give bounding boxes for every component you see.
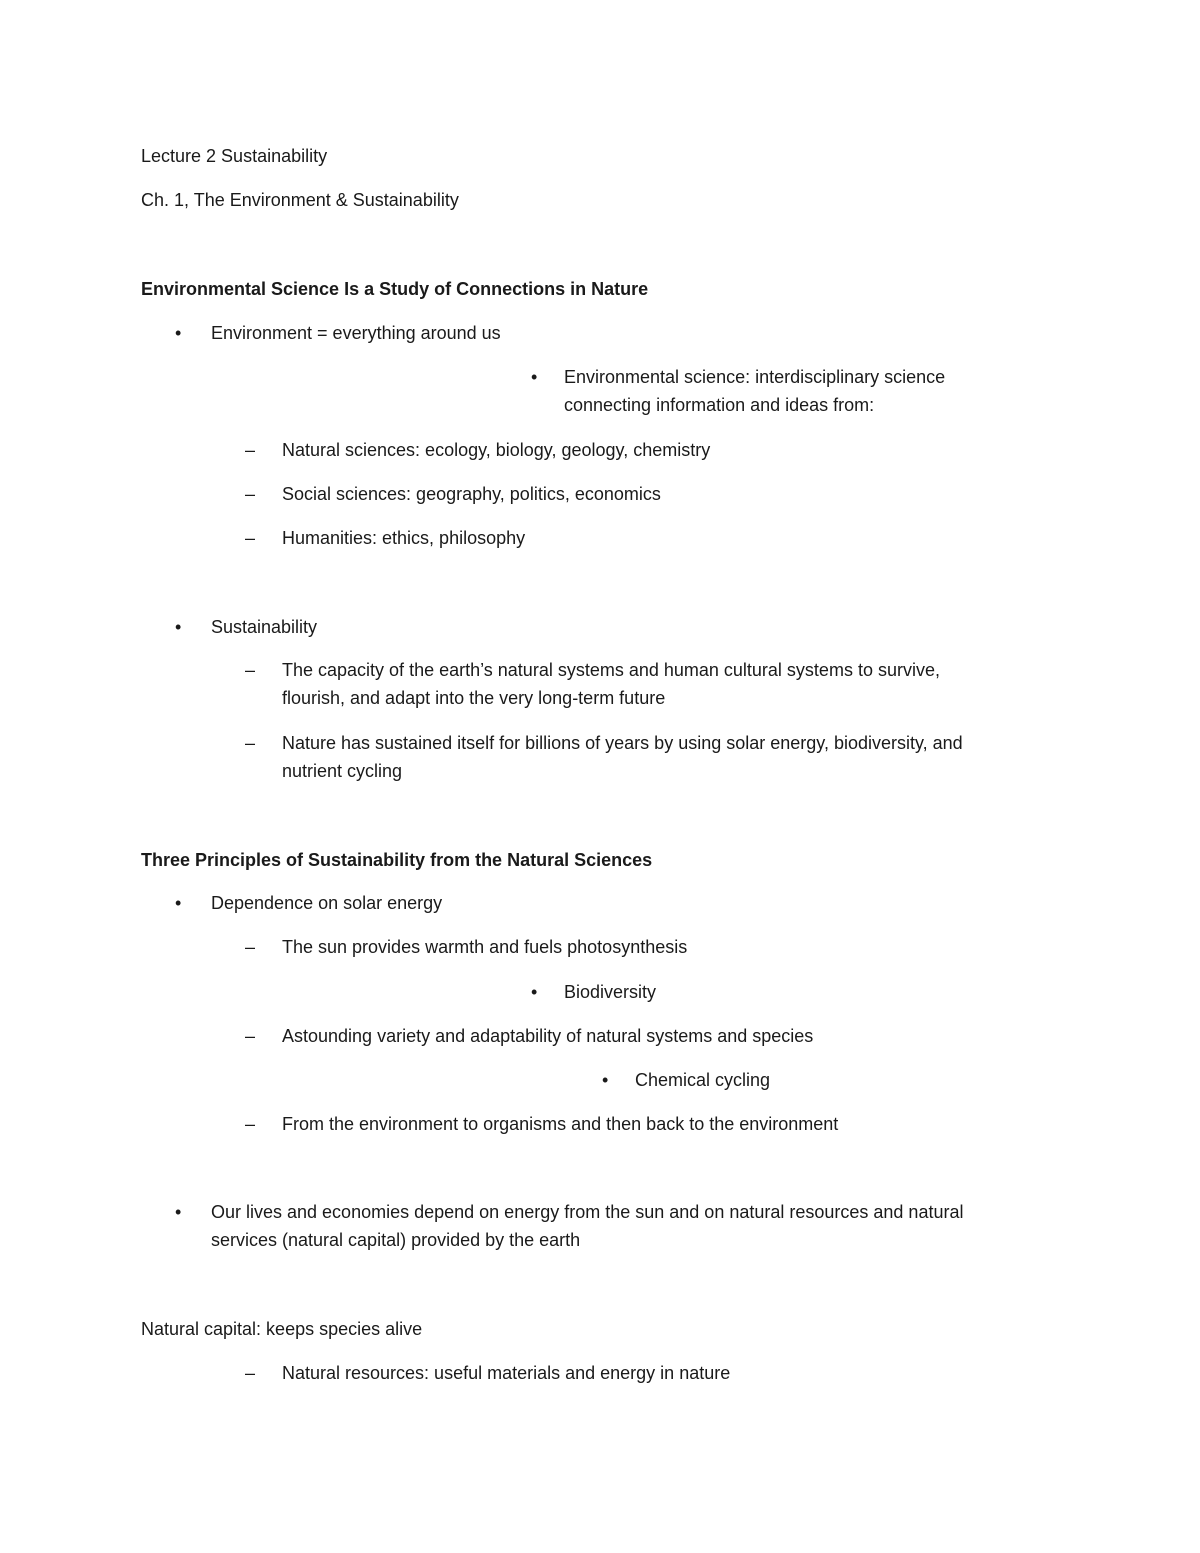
list-item-text-continued: services (natural capital) provided by the earth [211, 1230, 581, 1250]
list-item-text: Environmental science: interdisciplinary science [564, 367, 946, 387]
bullet-marker: • [602, 1070, 609, 1090]
dash-marker: – [245, 1363, 256, 1383]
bullet-marker: • [175, 617, 182, 637]
dash-marker: – [245, 1114, 256, 1134]
list-item-text: Biodiversity [564, 982, 657, 1002]
list-item-text: Astounding variety and adaptability of natural systems and species [282, 1026, 814, 1046]
dash-marker: – [245, 528, 256, 548]
dash-marker: – [245, 937, 256, 957]
lecture-title: Lecture 2 Sustainability [141, 146, 328, 166]
dash-marker: – [245, 440, 256, 460]
list-item-text: Natural resources: useful materials and energy in nature [282, 1363, 731, 1383]
bullet-marker: • [175, 1202, 182, 1222]
list-item-text: Nature has sustained itself for billions of years by using solar energy, biodiversity, and [282, 733, 963, 753]
list-item-text-continued: nutrient cycling [282, 761, 403, 781]
list-item-text: From the environment to organisms and then back to the environment [282, 1114, 839, 1134]
list-item-text: Social sciences: geography, politics, economics [282, 484, 661, 504]
list-item-text: Dependence on solar energy [211, 893, 443, 913]
list-item-text: The capacity of the earth’s natural systems and human cultural systems to survive, [282, 660, 940, 680]
bullet-marker: • [531, 367, 538, 387]
dash-marker: – [245, 733, 256, 753]
list-item-text: Sustainability [211, 617, 318, 637]
list-item-text: Natural sciences: ecology, biology, geology, chemistry [282, 440, 711, 460]
dash-marker: – [245, 1026, 256, 1046]
bullet-marker: • [175, 323, 182, 343]
list-item-text-continued: connecting information and ideas from: [564, 395, 875, 415]
list-item-text: The sun provides warmth and fuels photosynthesis [282, 937, 688, 957]
chapter-title: Ch. 1, The Environment & Sustainability [141, 190, 459, 210]
list-item-text: Our lives and economies depend on energy from the sun and on natural resources and natural [211, 1202, 964, 1222]
dash-marker: – [245, 660, 256, 680]
list-item-text: Humanities: ethics, philosophy [282, 528, 526, 548]
natural-capital-line: Natural capital: keeps species alive [141, 1319, 423, 1339]
dash-marker: – [245, 484, 256, 504]
bullet-marker: • [531, 982, 538, 1002]
list-item-text: Environment = everything around us [211, 323, 501, 343]
list-item-text: Chemical cycling [635, 1070, 771, 1090]
bullet-marker: • [175, 893, 182, 913]
section-heading-three-principles: Three Principles of Sustainability from the Natural Sciences [141, 850, 653, 870]
section-heading-environmental-science: Environmental Science Is a Study of Connections in Nature [141, 279, 649, 299]
list-item-text-continued: flourish, and adapt into the very long-term future [282, 688, 666, 708]
